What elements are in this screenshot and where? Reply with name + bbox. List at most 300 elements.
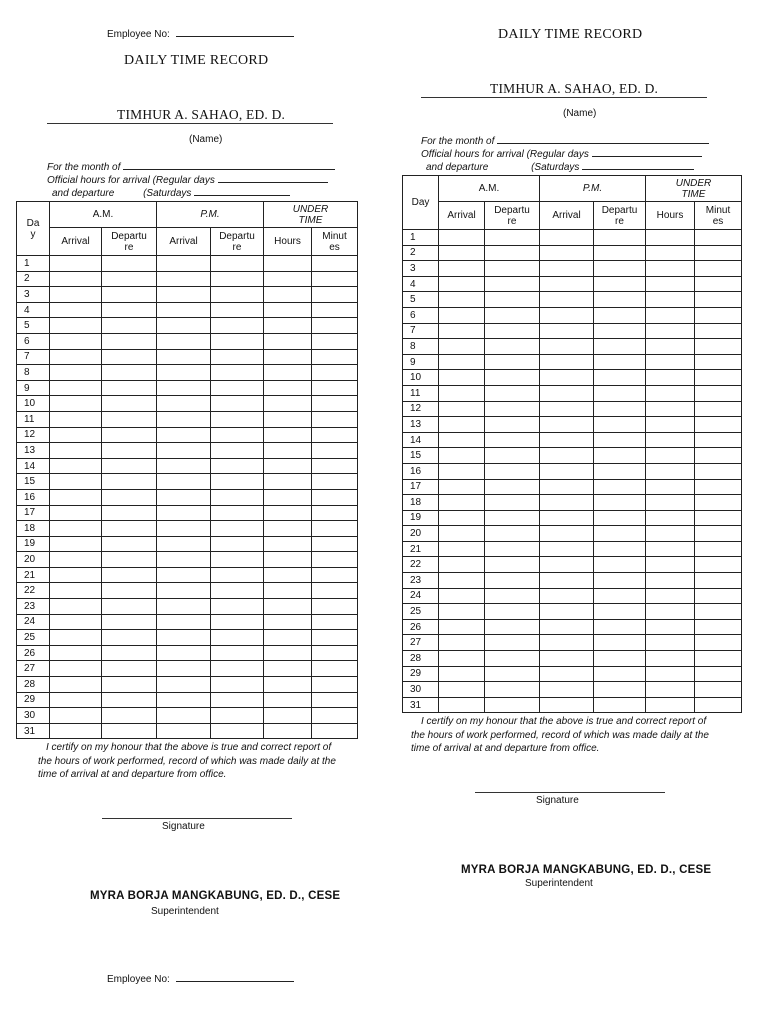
time-entry-cell[interactable] bbox=[439, 307, 485, 323]
time-entry-cell[interactable] bbox=[485, 666, 540, 682]
time-entry-cell[interactable] bbox=[157, 427, 211, 443]
time-entry-cell[interactable] bbox=[695, 666, 742, 682]
time-entry-cell[interactable] bbox=[157, 256, 211, 272]
time-entry-cell[interactable] bbox=[646, 261, 695, 277]
time-entry-cell[interactable] bbox=[485, 697, 540, 713]
time-entry-cell[interactable] bbox=[264, 318, 312, 334]
time-entry-cell[interactable] bbox=[312, 474, 358, 490]
time-entry-cell[interactable] bbox=[594, 573, 646, 589]
time-entry-cell[interactable] bbox=[439, 588, 485, 604]
time-entry-cell[interactable] bbox=[695, 276, 742, 292]
time-entry-cell[interactable] bbox=[594, 604, 646, 620]
time-entry-cell[interactable] bbox=[646, 651, 695, 667]
time-entry-cell[interactable] bbox=[102, 443, 157, 459]
time-entry-cell[interactable] bbox=[264, 380, 312, 396]
time-entry-cell[interactable] bbox=[211, 287, 264, 303]
time-entry-cell[interactable] bbox=[439, 697, 485, 713]
time-entry-cell[interactable] bbox=[211, 427, 264, 443]
time-entry-cell[interactable] bbox=[211, 645, 264, 661]
time-entry-cell[interactable] bbox=[439, 276, 485, 292]
time-entry-cell[interactable] bbox=[485, 261, 540, 277]
time-entry-cell[interactable] bbox=[50, 318, 102, 334]
time-entry-cell[interactable] bbox=[695, 495, 742, 511]
time-entry-cell[interactable] bbox=[50, 521, 102, 537]
time-entry-cell[interactable] bbox=[157, 599, 211, 615]
time-entry-cell[interactable] bbox=[312, 287, 358, 303]
time-entry-cell[interactable] bbox=[50, 645, 102, 661]
time-entry-cell[interactable] bbox=[50, 723, 102, 739]
time-entry-cell[interactable] bbox=[50, 396, 102, 412]
time-entry-cell[interactable] bbox=[695, 635, 742, 651]
time-entry-cell[interactable] bbox=[439, 619, 485, 635]
time-entry-cell[interactable] bbox=[646, 557, 695, 573]
time-entry-cell[interactable] bbox=[50, 287, 102, 303]
time-entry-cell[interactable] bbox=[439, 463, 485, 479]
time-entry-cell[interactable] bbox=[439, 292, 485, 308]
time-entry-cell[interactable] bbox=[439, 666, 485, 682]
time-entry-cell[interactable] bbox=[695, 261, 742, 277]
time-entry-cell[interactable] bbox=[540, 604, 594, 620]
time-entry-cell[interactable] bbox=[695, 385, 742, 401]
time-entry-cell[interactable] bbox=[102, 708, 157, 724]
time-entry-cell[interactable] bbox=[485, 526, 540, 542]
time-entry-cell[interactable] bbox=[646, 307, 695, 323]
time-entry-cell[interactable] bbox=[485, 463, 540, 479]
time-entry-cell[interactable] bbox=[211, 443, 264, 459]
time-entry-cell[interactable] bbox=[646, 682, 695, 698]
time-entry-cell[interactable] bbox=[540, 230, 594, 246]
time-entry-cell[interactable] bbox=[485, 245, 540, 261]
time-entry-cell[interactable] bbox=[646, 354, 695, 370]
time-entry-cell[interactable] bbox=[594, 557, 646, 573]
time-entry-cell[interactable] bbox=[646, 510, 695, 526]
time-entry-cell[interactable] bbox=[695, 479, 742, 495]
time-entry-cell[interactable] bbox=[540, 635, 594, 651]
time-entry-cell[interactable] bbox=[211, 723, 264, 739]
time-entry-cell[interactable] bbox=[646, 339, 695, 355]
time-entry-cell[interactable] bbox=[264, 287, 312, 303]
time-entry-cell[interactable] bbox=[540, 370, 594, 386]
time-entry-cell[interactable] bbox=[157, 365, 211, 381]
time-entry-cell[interactable] bbox=[50, 443, 102, 459]
time-entry-cell[interactable] bbox=[102, 567, 157, 583]
time-entry-cell[interactable] bbox=[157, 505, 211, 521]
time-entry-cell[interactable] bbox=[646, 463, 695, 479]
time-entry-cell[interactable] bbox=[264, 271, 312, 287]
time-entry-cell[interactable] bbox=[439, 526, 485, 542]
time-entry-cell[interactable] bbox=[264, 256, 312, 272]
time-entry-cell[interactable] bbox=[264, 302, 312, 318]
time-entry-cell[interactable] bbox=[157, 333, 211, 349]
time-entry-cell[interactable] bbox=[264, 692, 312, 708]
time-entry-cell[interactable] bbox=[646, 385, 695, 401]
time-entry-cell[interactable] bbox=[439, 573, 485, 589]
time-entry-cell[interactable] bbox=[312, 458, 358, 474]
time-entry-cell[interactable] bbox=[102, 427, 157, 443]
employee-no-field[interactable] bbox=[176, 973, 294, 982]
time-entry-cell[interactable] bbox=[439, 370, 485, 386]
time-entry-cell[interactable] bbox=[646, 495, 695, 511]
time-entry-cell[interactable] bbox=[695, 417, 742, 433]
time-entry-cell[interactable] bbox=[439, 479, 485, 495]
time-entry-cell[interactable] bbox=[50, 692, 102, 708]
time-entry-cell[interactable] bbox=[211, 552, 264, 568]
time-entry-cell[interactable] bbox=[264, 567, 312, 583]
time-entry-cell[interactable] bbox=[312, 536, 358, 552]
time-entry-cell[interactable] bbox=[439, 635, 485, 651]
time-entry-cell[interactable] bbox=[264, 614, 312, 630]
time-entry-cell[interactable] bbox=[485, 401, 540, 417]
time-entry-cell[interactable] bbox=[646, 417, 695, 433]
time-entry-cell[interactable] bbox=[646, 292, 695, 308]
time-entry-cell[interactable] bbox=[157, 630, 211, 646]
time-entry-cell[interactable] bbox=[695, 370, 742, 386]
time-entry-cell[interactable] bbox=[50, 380, 102, 396]
time-entry-cell[interactable] bbox=[695, 526, 742, 542]
time-entry-cell[interactable] bbox=[439, 510, 485, 526]
time-entry-cell[interactable] bbox=[485, 230, 540, 246]
time-entry-cell[interactable] bbox=[594, 510, 646, 526]
time-entry-cell[interactable] bbox=[540, 479, 594, 495]
time-entry-cell[interactable] bbox=[695, 245, 742, 261]
time-entry-cell[interactable] bbox=[312, 645, 358, 661]
time-entry-cell[interactable] bbox=[157, 645, 211, 661]
time-entry-cell[interactable] bbox=[439, 557, 485, 573]
time-entry-cell[interactable] bbox=[439, 432, 485, 448]
time-entry-cell[interactable] bbox=[264, 552, 312, 568]
time-entry-cell[interactable] bbox=[695, 541, 742, 557]
time-entry-cell[interactable] bbox=[264, 411, 312, 427]
time-entry-cell[interactable] bbox=[540, 339, 594, 355]
time-entry-cell[interactable] bbox=[102, 645, 157, 661]
time-entry-cell[interactable] bbox=[485, 495, 540, 511]
time-entry-cell[interactable] bbox=[646, 666, 695, 682]
time-entry-cell[interactable] bbox=[157, 708, 211, 724]
time-entry-cell[interactable] bbox=[594, 417, 646, 433]
time-entry-cell[interactable] bbox=[50, 614, 102, 630]
time-entry-cell[interactable] bbox=[540, 526, 594, 542]
regular-days-field[interactable] bbox=[592, 148, 702, 157]
time-entry-cell[interactable] bbox=[211, 349, 264, 365]
time-entry-cell[interactable] bbox=[594, 619, 646, 635]
time-entry-cell[interactable] bbox=[485, 417, 540, 433]
time-entry-cell[interactable] bbox=[264, 396, 312, 412]
time-entry-cell[interactable] bbox=[211, 256, 264, 272]
time-entry-cell[interactable] bbox=[594, 245, 646, 261]
time-entry-cell[interactable] bbox=[540, 619, 594, 635]
time-entry-cell[interactable] bbox=[50, 677, 102, 693]
regular-days-field[interactable] bbox=[218, 174, 328, 183]
time-entry-cell[interactable] bbox=[312, 318, 358, 334]
time-entry-cell[interactable] bbox=[102, 521, 157, 537]
time-entry-cell[interactable] bbox=[264, 661, 312, 677]
time-entry-cell[interactable] bbox=[102, 489, 157, 505]
time-entry-cell[interactable] bbox=[695, 651, 742, 667]
time-entry-cell[interactable] bbox=[157, 443, 211, 459]
time-entry-cell[interactable] bbox=[211, 474, 264, 490]
time-entry-cell[interactable] bbox=[102, 287, 157, 303]
time-entry-cell[interactable] bbox=[540, 541, 594, 557]
time-entry-cell[interactable] bbox=[594, 370, 646, 386]
time-entry-cell[interactable] bbox=[50, 661, 102, 677]
time-entry-cell[interactable] bbox=[157, 458, 211, 474]
time-entry-cell[interactable] bbox=[485, 682, 540, 698]
time-entry-cell[interactable] bbox=[540, 666, 594, 682]
time-entry-cell[interactable] bbox=[50, 427, 102, 443]
time-entry-cell[interactable] bbox=[485, 370, 540, 386]
time-entry-cell[interactable] bbox=[540, 307, 594, 323]
time-entry-cell[interactable] bbox=[102, 271, 157, 287]
time-entry-cell[interactable] bbox=[540, 557, 594, 573]
time-entry-cell[interactable] bbox=[439, 682, 485, 698]
time-entry-cell[interactable] bbox=[594, 495, 646, 511]
time-entry-cell[interactable] bbox=[594, 354, 646, 370]
time-entry-cell[interactable] bbox=[485, 307, 540, 323]
time-entry-cell[interactable] bbox=[485, 448, 540, 464]
time-entry-cell[interactable] bbox=[102, 349, 157, 365]
time-entry-cell[interactable] bbox=[102, 661, 157, 677]
time-entry-cell[interactable] bbox=[157, 552, 211, 568]
time-entry-cell[interactable] bbox=[646, 526, 695, 542]
time-entry-cell[interactable] bbox=[695, 557, 742, 573]
time-entry-cell[interactable] bbox=[594, 588, 646, 604]
time-entry-cell[interactable] bbox=[264, 349, 312, 365]
time-entry-cell[interactable] bbox=[264, 365, 312, 381]
time-entry-cell[interactable] bbox=[540, 245, 594, 261]
time-entry-cell[interactable] bbox=[439, 323, 485, 339]
time-entry-cell[interactable] bbox=[312, 333, 358, 349]
time-entry-cell[interactable] bbox=[540, 682, 594, 698]
time-entry-cell[interactable] bbox=[211, 583, 264, 599]
time-entry-cell[interactable] bbox=[50, 365, 102, 381]
time-entry-cell[interactable] bbox=[102, 552, 157, 568]
time-entry-cell[interactable] bbox=[594, 635, 646, 651]
time-entry-cell[interactable] bbox=[264, 583, 312, 599]
time-entry-cell[interactable] bbox=[594, 276, 646, 292]
time-entry-cell[interactable] bbox=[211, 396, 264, 412]
time-entry-cell[interactable] bbox=[211, 692, 264, 708]
time-entry-cell[interactable] bbox=[312, 427, 358, 443]
time-entry-cell[interactable] bbox=[646, 635, 695, 651]
time-entry-cell[interactable] bbox=[695, 697, 742, 713]
time-entry-cell[interactable] bbox=[211, 302, 264, 318]
time-entry-cell[interactable] bbox=[485, 557, 540, 573]
time-entry-cell[interactable] bbox=[695, 573, 742, 589]
month-field[interactable] bbox=[123, 161, 335, 170]
time-entry-cell[interactable] bbox=[439, 230, 485, 246]
time-entry-cell[interactable] bbox=[646, 588, 695, 604]
time-entry-cell[interactable] bbox=[50, 256, 102, 272]
time-entry-cell[interactable] bbox=[312, 521, 358, 537]
time-entry-cell[interactable] bbox=[485, 588, 540, 604]
time-entry-cell[interactable] bbox=[102, 723, 157, 739]
time-entry-cell[interactable] bbox=[695, 604, 742, 620]
time-entry-cell[interactable] bbox=[646, 245, 695, 261]
time-entry-cell[interactable] bbox=[439, 339, 485, 355]
time-entry-cell[interactable] bbox=[646, 604, 695, 620]
time-entry-cell[interactable] bbox=[312, 380, 358, 396]
time-entry-cell[interactable] bbox=[594, 339, 646, 355]
time-entry-cell[interactable] bbox=[485, 292, 540, 308]
time-entry-cell[interactable] bbox=[157, 567, 211, 583]
time-entry-cell[interactable] bbox=[211, 505, 264, 521]
time-entry-cell[interactable] bbox=[264, 489, 312, 505]
time-entry-cell[interactable] bbox=[312, 630, 358, 646]
time-entry-cell[interactable] bbox=[540, 401, 594, 417]
time-entry-cell[interactable] bbox=[695, 339, 742, 355]
time-entry-cell[interactable] bbox=[540, 432, 594, 448]
time-entry-cell[interactable] bbox=[695, 292, 742, 308]
time-entry-cell[interactable] bbox=[312, 489, 358, 505]
time-entry-cell[interactable] bbox=[594, 697, 646, 713]
time-entry-cell[interactable] bbox=[646, 479, 695, 495]
time-entry-cell[interactable] bbox=[312, 723, 358, 739]
time-entry-cell[interactable] bbox=[646, 448, 695, 464]
time-entry-cell[interactable] bbox=[540, 385, 594, 401]
time-entry-cell[interactable] bbox=[695, 354, 742, 370]
time-entry-cell[interactable] bbox=[439, 261, 485, 277]
time-entry-cell[interactable] bbox=[102, 458, 157, 474]
time-entry-cell[interactable] bbox=[157, 474, 211, 490]
time-entry-cell[interactable] bbox=[312, 614, 358, 630]
time-entry-cell[interactable] bbox=[264, 474, 312, 490]
time-entry-cell[interactable] bbox=[312, 271, 358, 287]
time-entry-cell[interactable] bbox=[540, 448, 594, 464]
time-entry-cell[interactable] bbox=[485, 385, 540, 401]
time-entry-cell[interactable] bbox=[312, 349, 358, 365]
time-entry-cell[interactable] bbox=[540, 651, 594, 667]
time-entry-cell[interactable] bbox=[646, 401, 695, 417]
time-entry-cell[interactable] bbox=[594, 261, 646, 277]
time-entry-cell[interactable] bbox=[157, 271, 211, 287]
time-entry-cell[interactable] bbox=[485, 354, 540, 370]
time-entry-cell[interactable] bbox=[157, 318, 211, 334]
time-entry-cell[interactable] bbox=[540, 276, 594, 292]
time-entry-cell[interactable] bbox=[157, 521, 211, 537]
time-entry-cell[interactable] bbox=[50, 630, 102, 646]
time-entry-cell[interactable] bbox=[439, 417, 485, 433]
time-entry-cell[interactable] bbox=[439, 604, 485, 620]
time-entry-cell[interactable] bbox=[264, 645, 312, 661]
time-entry-cell[interactable] bbox=[646, 697, 695, 713]
time-entry-cell[interactable] bbox=[211, 567, 264, 583]
time-entry-cell[interactable] bbox=[102, 365, 157, 381]
time-entry-cell[interactable] bbox=[211, 489, 264, 505]
employee-no-field[interactable] bbox=[176, 28, 294, 37]
time-entry-cell[interactable] bbox=[695, 588, 742, 604]
time-entry-cell[interactable] bbox=[102, 630, 157, 646]
time-entry-cell[interactable] bbox=[312, 708, 358, 724]
time-entry-cell[interactable] bbox=[695, 323, 742, 339]
time-entry-cell[interactable] bbox=[211, 661, 264, 677]
time-entry-cell[interactable] bbox=[695, 463, 742, 479]
time-entry-cell[interactable] bbox=[439, 385, 485, 401]
month-field[interactable] bbox=[497, 135, 709, 144]
time-entry-cell[interactable] bbox=[50, 411, 102, 427]
time-entry-cell[interactable] bbox=[439, 495, 485, 511]
time-entry-cell[interactable] bbox=[211, 271, 264, 287]
time-entry-cell[interactable] bbox=[540, 588, 594, 604]
time-entry-cell[interactable] bbox=[540, 261, 594, 277]
time-entry-cell[interactable] bbox=[102, 474, 157, 490]
time-entry-cell[interactable] bbox=[211, 614, 264, 630]
time-entry-cell[interactable] bbox=[594, 682, 646, 698]
time-entry-cell[interactable] bbox=[211, 630, 264, 646]
time-entry-cell[interactable] bbox=[50, 349, 102, 365]
time-entry-cell[interactable] bbox=[211, 411, 264, 427]
time-entry-cell[interactable] bbox=[157, 723, 211, 739]
time-entry-cell[interactable] bbox=[102, 318, 157, 334]
time-entry-cell[interactable] bbox=[312, 302, 358, 318]
time-entry-cell[interactable] bbox=[312, 692, 358, 708]
time-entry-cell[interactable] bbox=[695, 682, 742, 698]
time-entry-cell[interactable] bbox=[157, 661, 211, 677]
time-entry-cell[interactable] bbox=[594, 526, 646, 542]
time-entry-cell[interactable] bbox=[102, 677, 157, 693]
time-entry-cell[interactable] bbox=[540, 573, 594, 589]
time-entry-cell[interactable] bbox=[211, 365, 264, 381]
time-entry-cell[interactable] bbox=[646, 541, 695, 557]
time-entry-cell[interactable] bbox=[439, 541, 485, 557]
time-entry-cell[interactable] bbox=[157, 287, 211, 303]
time-entry-cell[interactable] bbox=[540, 417, 594, 433]
time-entry-cell[interactable] bbox=[695, 432, 742, 448]
signature-line-right[interactable] bbox=[475, 792, 665, 793]
time-entry-cell[interactable] bbox=[157, 614, 211, 630]
time-entry-cell[interactable] bbox=[312, 599, 358, 615]
time-entry-cell[interactable] bbox=[695, 619, 742, 635]
time-entry-cell[interactable] bbox=[211, 380, 264, 396]
time-entry-cell[interactable] bbox=[102, 256, 157, 272]
time-entry-cell[interactable] bbox=[485, 541, 540, 557]
time-entry-cell[interactable] bbox=[312, 661, 358, 677]
time-entry-cell[interactable] bbox=[695, 448, 742, 464]
time-entry-cell[interactable] bbox=[264, 427, 312, 443]
time-entry-cell[interactable] bbox=[264, 333, 312, 349]
time-entry-cell[interactable] bbox=[50, 333, 102, 349]
time-entry-cell[interactable] bbox=[594, 385, 646, 401]
time-entry-cell[interactable] bbox=[312, 365, 358, 381]
time-entry-cell[interactable] bbox=[485, 479, 540, 495]
time-entry-cell[interactable] bbox=[312, 677, 358, 693]
time-entry-cell[interactable] bbox=[157, 380, 211, 396]
time-entry-cell[interactable] bbox=[50, 552, 102, 568]
time-entry-cell[interactable] bbox=[50, 302, 102, 318]
time-entry-cell[interactable] bbox=[485, 619, 540, 635]
time-entry-cell[interactable] bbox=[211, 458, 264, 474]
time-entry-cell[interactable] bbox=[594, 463, 646, 479]
time-entry-cell[interactable] bbox=[646, 276, 695, 292]
time-entry-cell[interactable] bbox=[157, 302, 211, 318]
time-entry-cell[interactable] bbox=[540, 323, 594, 339]
time-entry-cell[interactable] bbox=[594, 651, 646, 667]
time-entry-cell[interactable] bbox=[439, 401, 485, 417]
time-entry-cell[interactable] bbox=[485, 323, 540, 339]
time-entry-cell[interactable] bbox=[50, 458, 102, 474]
time-entry-cell[interactable] bbox=[540, 697, 594, 713]
time-entry-cell[interactable] bbox=[50, 599, 102, 615]
time-entry-cell[interactable] bbox=[485, 276, 540, 292]
time-entry-cell[interactable] bbox=[594, 432, 646, 448]
time-entry-cell[interactable] bbox=[594, 541, 646, 557]
time-entry-cell[interactable] bbox=[157, 396, 211, 412]
time-entry-cell[interactable] bbox=[485, 604, 540, 620]
time-entry-cell[interactable] bbox=[102, 302, 157, 318]
time-entry-cell[interactable] bbox=[102, 380, 157, 396]
time-entry-cell[interactable] bbox=[102, 411, 157, 427]
time-entry-cell[interactable] bbox=[157, 583, 211, 599]
time-entry-cell[interactable] bbox=[439, 448, 485, 464]
